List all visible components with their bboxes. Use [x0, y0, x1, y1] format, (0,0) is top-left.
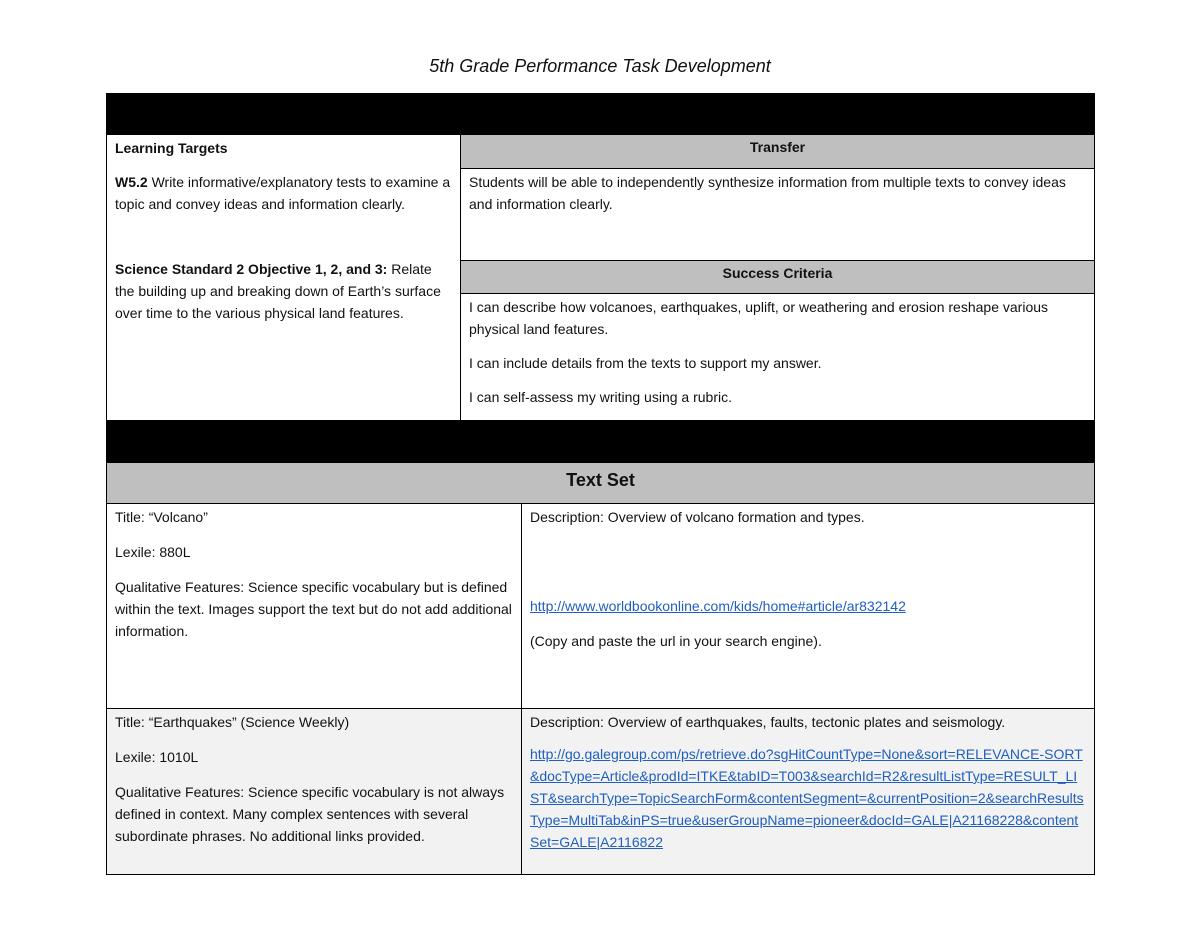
transfer-text: Students will be able to independently synthesize information from multiple texts to convey ideas and information clearly. — [469, 174, 1066, 212]
text-lexile: Lexile: 1010L — [115, 749, 199, 765]
text-set-info-cell — [107, 504, 522, 708]
text-set-row — [106, 504, 1095, 709]
document-title: 5th Grade Performance Task Development — [429, 56, 771, 76]
success-item: I can describe how volcanoes, earthquakes, uplift, or weathering and erosion reshape various physical land features. — [469, 299, 1049, 337]
science-code: Science Standard 2 Objective 1, 2, and 3: — [115, 261, 388, 277]
transfer-success-column — [461, 135, 1094, 420]
text-set-row — [106, 709, 1095, 875]
success-item: I can include details from the texts to support my answer. — [469, 355, 822, 371]
header-black-bar — [106, 93, 1095, 135]
text-description: Description: Overview of volcano formation and types. — [530, 509, 865, 525]
text-set-heading: Text Set — [106, 463, 1095, 504]
text-set-info-cell — [107, 709, 522, 874]
science-text: Relate the building up and breaking down of Earth’s surface over time to the various physical land features. — [115, 261, 441, 321]
transfer-body — [461, 169, 1094, 260]
w52-text: Write informative/explanatory tests to examine a topic and convey ideas and information clearly. — [115, 174, 451, 212]
success-criteria-body — [461, 294, 1094, 420]
text-set-description-cell — [522, 709, 1094, 874]
text-title: Title: “Volcano” — [115, 509, 208, 525]
learning-targets-label: Learning Targets — [115, 140, 228, 156]
w52-standard — [115, 171, 452, 215]
text-description: Description: Overview of earthquakes, faults, tectonic plates and seismology. — [530, 714, 1006, 730]
success-criteria-heading: Success Criteria — [461, 260, 1094, 294]
success-item: I can self-assess my writing using a rubric. — [469, 389, 732, 405]
middle-black-bar — [106, 421, 1095, 463]
text-qualitative: Qualitative Features: Science specific vocabulary but is defined within the text. Images support the text but do not add additional information. — [115, 579, 512, 639]
text-url-link[interactable]: http://www.worldbookonline.com/kids/home#article/ar832142 — [530, 598, 906, 614]
text-url-note: (Copy and paste the url in your search engine). — [530, 633, 822, 649]
science-standard — [115, 258, 452, 324]
text-qualitative: Qualitative Features: Science specific vocabulary is not always defined in context. Many complex sentences with several subordinate phrases. No additional links provided. — [115, 784, 505, 844]
learning-targets-cell — [107, 135, 461, 420]
transfer-heading: Transfer — [461, 135, 1094, 169]
text-title: Title: “Earthquakes” (Science Weekly) — [115, 714, 350, 730]
targets-row — [106, 135, 1095, 421]
performance-task-table — [106, 93, 1095, 875]
w52-code: W5.2 — [115, 174, 148, 190]
text-set-description-cell — [522, 504, 1094, 708]
text-lexile: Lexile: 880L — [115, 544, 191, 560]
text-url-link[interactable]: http://go.galegroup.com/ps/retrieve.do?sgHitCountType=None&sort=RELEVANCE-SORT&docType=Article&prodId=ITKE&tabID=T003&searchId=R2&resultListType=RESULT_LIST&searchType=TopicSearchForm&contentSegment=&currentPosition=2&searchResultsType=MultiTab&inPS=true&userGroupName=pioneer&docId=GALE|A21168228&contentSet=GALE|A2116822 — [530, 746, 1084, 850]
